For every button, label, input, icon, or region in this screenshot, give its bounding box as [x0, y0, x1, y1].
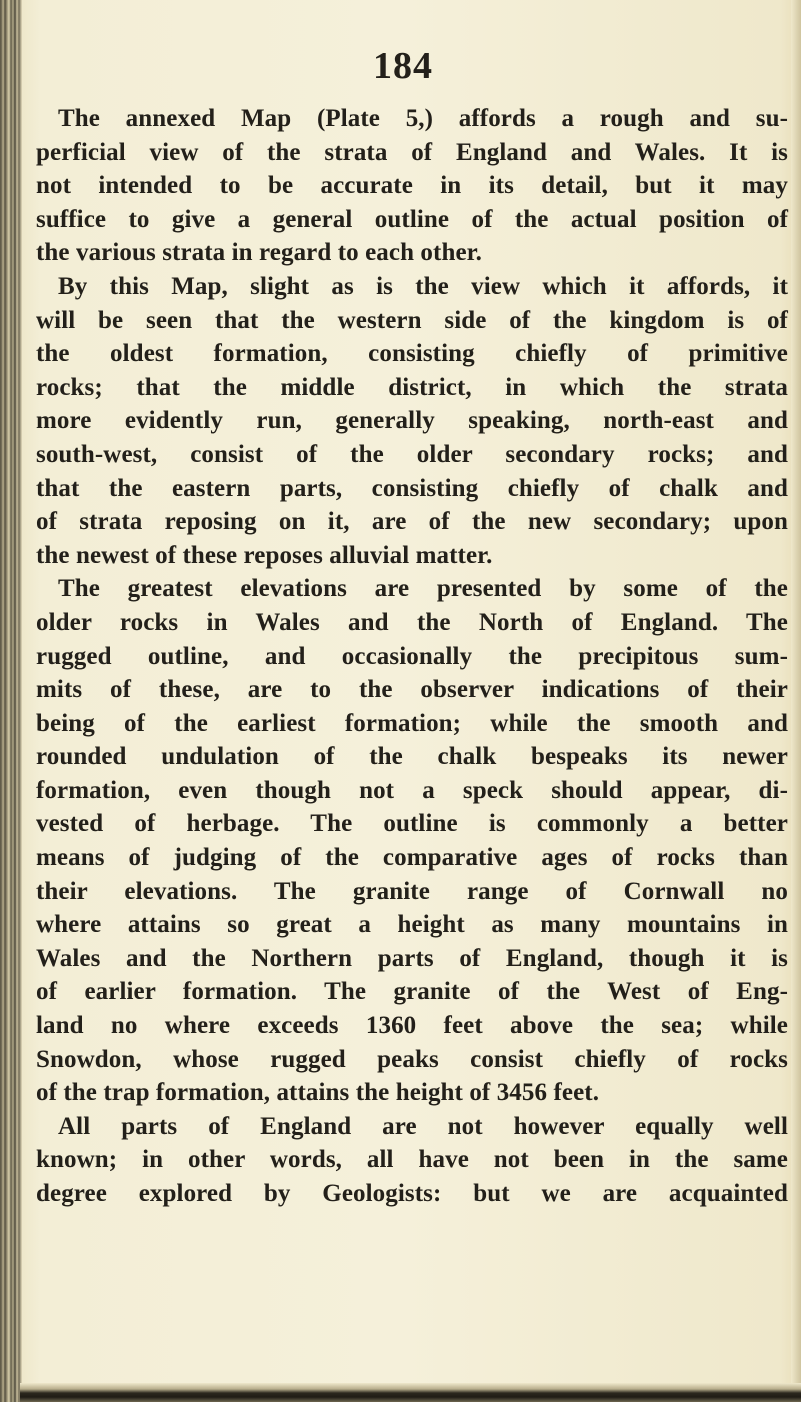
- text-line: of earlier formation. The granite of the West of Eng-: [36, 978, 788, 1006]
- text-line: not intended to be accurate in its detail, but it may: [36, 172, 788, 200]
- text-line: south-west, consist of the older secondary rocks; and: [36, 440, 788, 468]
- page-number: 184: [373, 45, 433, 87]
- text-line: Snowdon, whose rugged peaks consist chiefly of rocks: [36, 1045, 788, 1073]
- text-line: older rocks in Wales and the North of England. The: [36, 608, 788, 636]
- text-line: the various strata in regard to each other.: [36, 239, 482, 267]
- text-line: land no where exceeds 1360 feet above the sea; while: [36, 1012, 788, 1040]
- text-line: The greatest elevations are presented by some of the: [58, 575, 788, 603]
- text-line: degree explored by Geologists: but we are acquainted: [36, 1180, 788, 1207]
- text-line: rugged outline, and occasionally the precipitous sum-: [36, 642, 788, 670]
- text-line: will be seen that the western side of the kingdom is of: [36, 306, 788, 334]
- text-line: known; in other words, all have not been in the same: [36, 1146, 788, 1174]
- text-line: perficial view of the strata of England and Wales. It is: [36, 138, 788, 166]
- text-line: the oldest formation, consisting chiefly of primitive: [36, 340, 788, 368]
- text-line: Wales and the Northern parts of England, though it is: [36, 944, 788, 972]
- body-text: [36, 102, 788, 1211]
- text-line: that the eastern parts, consisting chiefly of chalk and: [36, 474, 788, 502]
- text-line: vested of herbage. The outline is commonly a better: [36, 810, 788, 838]
- text-line: means of judging of the comparative ages of rocks than: [36, 844, 788, 872]
- text-line: being of the earliest formation; while the smooth and: [36, 709, 788, 737]
- text-line: of strata reposing on it, are of the new secondary; upon: [36, 508, 788, 536]
- text-line: All parts of England are not however equally well: [58, 1112, 788, 1140]
- text-line: of the trap formation, attains the height of 3456 feet.: [36, 1079, 600, 1107]
- text-line: mits of these, are to the observer indications of their: [36, 676, 788, 704]
- text-line: the newest of these reposes alluvial matter.: [36, 541, 493, 569]
- page-bottom-edge: [20, 1383, 801, 1402]
- text-line: The annexed Map (Plate 5,) affords a rough and su-: [58, 105, 788, 132]
- text-line: their elevations. The granite range of Cornwall no: [36, 877, 788, 905]
- text-line: rocks; that the middle district, in which the strata: [36, 373, 788, 401]
- text-line: rounded undulation of the chalk bespeaks its newer: [36, 743, 788, 771]
- page-binding-edge: [0, 0, 22, 1402]
- text-line: formation, even though not a speck should appear, di-: [36, 776, 788, 804]
- page-right-edge: [791, 0, 801, 1402]
- text-line: suffice to give a general outline of the actual position of: [36, 205, 788, 233]
- text-line: By this Map, slight as is the view which it affords, it: [58, 272, 788, 300]
- text-line: more evidently run, generally speaking, north-east and: [36, 407, 788, 435]
- text-line: where attains so great a height as many mountains in: [36, 911, 788, 939]
